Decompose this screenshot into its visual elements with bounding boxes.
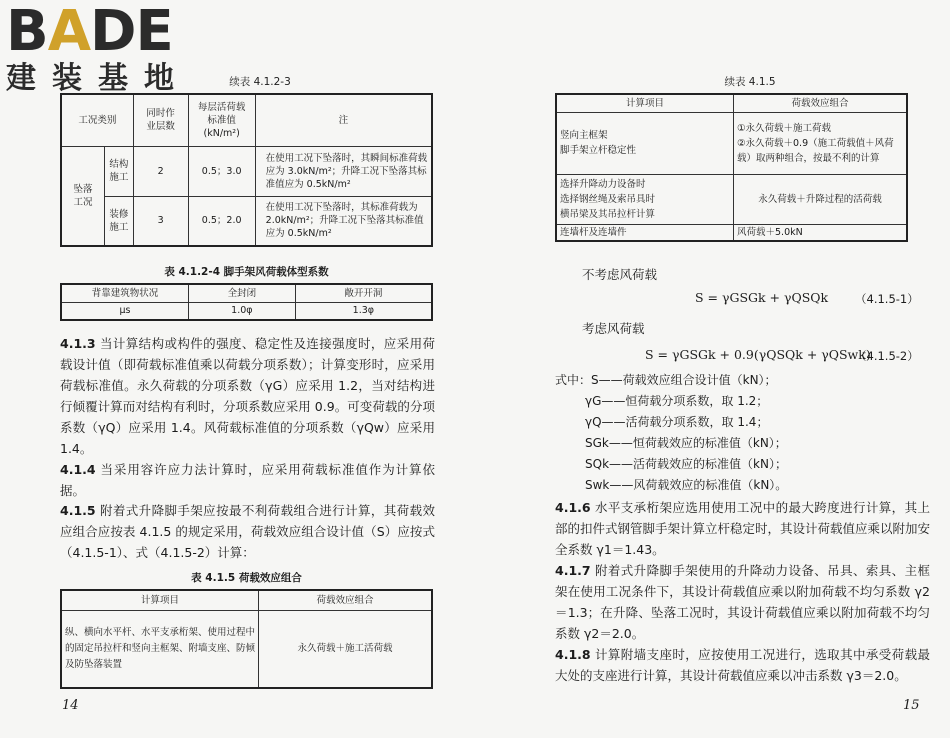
table-cell: 纵、横向水平杆、水平支承桁架、使用过程中的固定吊拉杆和竖向主框架、附墙支座、防倾及防坠落装置 — [61, 610, 259, 688]
equation-4-1-5-1: S = γGSGk + γQSQk — [695, 290, 829, 305]
table-caption: 表 4.1.2-4 脚手架风荷载体型系数 — [164, 266, 329, 278]
clause-text: 附着式升降脚手架应按最不利荷载组合进行计算，其荷载效应组合应按表 4.1.5 的规定采用，荷载效应组合设计值（S）应按式（4.1.5-1）、式（4.1.5-2）计算： — [60, 503, 435, 560]
clause-4-1-7 — [555, 560, 930, 644]
table-header: 计算项目 — [61, 590, 259, 610]
table-cell: 坠落 工况 — [61, 146, 105, 246]
table-4-1-5 — [60, 589, 433, 689]
logo-brand: BADE — [6, 0, 173, 64]
right-page — [475, 0, 950, 738]
table-header: 注 — [255, 94, 432, 146]
table-caption: 表 4.1.5 荷载效应组合 — [191, 572, 302, 584]
heading-wind: 考虑风荷载 — [582, 321, 645, 336]
table-cell: 装修 施工 — [105, 196, 134, 246]
symbol-def: γQ——活荷载分项系数，取 1.4； — [585, 415, 769, 429]
table-4-1-2-4 — [60, 283, 433, 321]
clause-4-1-8 — [555, 644, 930, 686]
page-number: 14 — [62, 698, 79, 713]
table-header: 工况类别 — [61, 94, 133, 146]
table-header: 敞开开洞 — [295, 284, 432, 302]
table-4-1-5-continued — [555, 93, 908, 242]
table-cell: 在使用工况下坠落时，其瞬间标准荷载应为 3.0kN/m²；升降工况下坠落其标准值应为 0.5kN/m² — [255, 146, 432, 196]
clause-text: 附着式升降脚手架使用的升降动力设备、吊具、索具、主框架在使用工况条件下，其设计荷载值应乘以附加荷载不均匀系数 γ2＝1.3；在升降、坠落工况时，其设计荷载值应乘以附加荷载不均匀系数 γ2＝2.0。 — [555, 563, 930, 641]
table-cell: ①永久荷载＋施工荷载 ②永久荷载＋0.9（施工荷载值＋风荷载）取两种组合，按最不利的计算 — [734, 112, 908, 174]
clause-4-1-4 — [60, 459, 435, 501]
table-cell: 0.5；3.0 — [188, 146, 255, 196]
clause-number: 4.1.4 — [60, 462, 96, 477]
table-cell: 永久荷载＋施工活荷载 — [259, 610, 433, 688]
table-header: 每层活荷载 标准值 (kN/m²) — [188, 94, 255, 146]
table-header: 荷载效应组合 — [734, 94, 908, 112]
table-cell: 风荷载＋5.0kN — [734, 224, 908, 241]
symbol-def: Swk——风荷载效应的标准值（kN）。 — [585, 478, 788, 492]
clause-text: 当采用容许应力法计算时，应采用荷载标准值作为计算依据。 — [60, 462, 435, 498]
table-cell: 0.5；2.0 — [188, 196, 255, 246]
table-cell: 选择升降动力设备时 选择钢丝绳及索吊具时 横吊梁及其吊拉杆计算 — [556, 174, 734, 224]
equation-number: （4.1.5-1） — [855, 292, 919, 306]
table-caption: 续表 4.1.5 — [724, 76, 776, 88]
clause-text: 当计算结构或构件的强度、稳定性及连接强度时，应采用荷载设计值（即荷载标准值乘以荷载分项系数）；计算变形时，应采用荷载标准值。永久荷载的分项系数（γG）应采用 1.2，当对结构进行倾覆计算而对结构有利时，分项系数应采用 0.9。可变荷载的分项系数（γQ）应采用 1.4。风荷载标准值的分项系数（γQw）应采用 1.4。 — [60, 336, 435, 456]
equation-number: （4.1.5-2） — [855, 349, 919, 363]
table-cell: 在使用工况下坠落时，其标准荷载为 2.0kN/m²；升降工况下坠落其标准值应为 0.5kN/m² — [255, 196, 432, 246]
table-4-1-2-3 — [60, 93, 433, 247]
table-header: 计算项目 — [556, 94, 734, 112]
table-cell: 连墙杆及连墙件 — [556, 224, 734, 241]
table-header: 全封闭 — [189, 284, 296, 302]
clause-text: 计算附墙支座时，应按使用工况进行，选取其中承受荷载最大处的支座进行计算，其设计荷载值应乘以冲击系数 γ3＝2.0。 — [555, 647, 930, 683]
table-cell: 2 — [133, 146, 188, 196]
table-cell: 永久荷载＋升降过程的活荷载 — [734, 174, 908, 224]
clause-number: 4.1.5 — [60, 503, 96, 518]
table-header: 荷载效应组合 — [259, 590, 433, 610]
clause-number: 4.1.6 — [555, 500, 591, 515]
equation-4-1-5-2: S = γGSGk + 0.9(γQSQk + γQSwk) — [645, 347, 871, 362]
table-header: 同时作 业层数 — [133, 94, 188, 146]
page-number: 15 — [903, 698, 920, 713]
table-header: 背靠建筑物状况 — [61, 284, 189, 302]
clause-number: 4.1.3 — [60, 336, 96, 351]
clause-4-1-6 — [555, 497, 930, 560]
clause-text: 水平支承桁架应选用使用工况中的最大跨度进行计算，其上部的扣件式钢管脚手架计算立杆稳定时，其设计荷载值应乘以附加安全系数 γ1＝1.43。 — [555, 500, 931, 557]
symbol-def: γG——恒荷载分项系数，取 1.2； — [585, 394, 769, 408]
table-cell: 1.3φ — [295, 302, 432, 320]
symbol-def: SQk——活荷载效应的标准值（kN）； — [585, 457, 787, 471]
clause-number: 4.1.7 — [555, 563, 591, 578]
symbol-def: 式中：S——荷载效应组合设计值（kN）； — [555, 373, 777, 387]
table-cell: 1.0φ — [189, 302, 296, 320]
clause-4-1-3 — [60, 333, 435, 459]
brand-logo — [6, 0, 196, 96]
clause-4-1-5 — [60, 500, 435, 563]
table-cell: 3 — [133, 196, 188, 246]
symbol-def: SGk——恒荷载效应的标准值（kN）； — [585, 436, 787, 450]
table-cell: 竖向主框架 脚手架立杆稳定性 — [556, 112, 734, 174]
heading-no-wind: 不考虑风荷载 — [582, 267, 658, 282]
logo-subtitle: 建装基地 — [6, 61, 190, 96]
table-cell: 结构 施工 — [105, 146, 134, 196]
clause-number: 4.1.8 — [555, 647, 591, 662]
table-cell: μs — [61, 302, 189, 320]
table-caption: 续表 4.1.2-3 — [229, 76, 291, 88]
